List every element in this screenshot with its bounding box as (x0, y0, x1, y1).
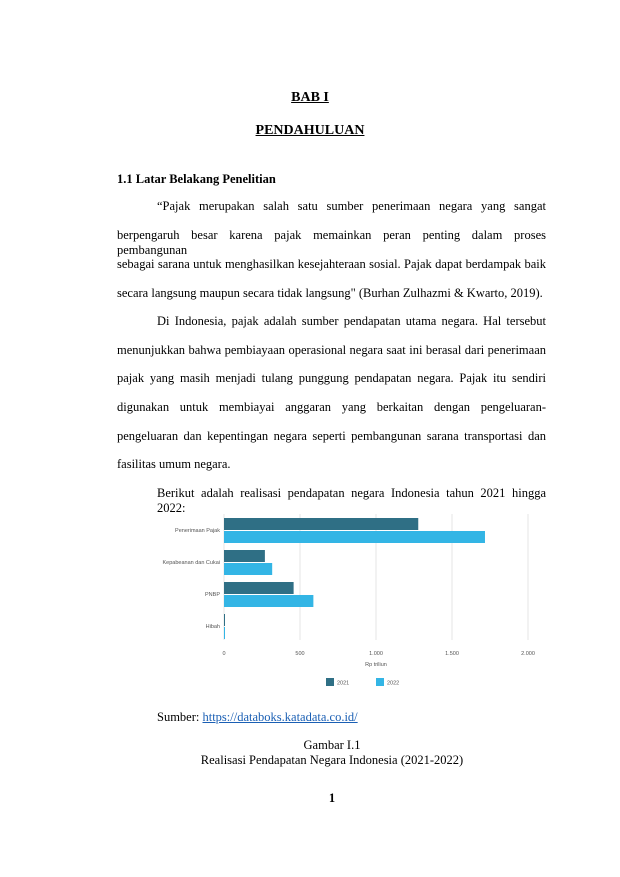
figure-caption: Realisasi Pendapatan Negara Indonesia (2021-2022) (200, 753, 464, 767)
paragraph-line: “Pajak merupakan salah satu sumber penerimaan negara yang sangat (157, 199, 546, 213)
legend-label: 2022 (387, 680, 400, 687)
paragraph-line: Berikut adalah realisasi pendapatan negara Indonesia tahun 2021 hingga 2022: (157, 486, 546, 515)
paragraph-line: secara langsung maupun secara tidak langsung" (Burhan Zulhazmi & Kwarto, 2019). (117, 286, 543, 300)
bar-2022 (224, 595, 313, 607)
bar-2021 (224, 518, 418, 530)
paragraph-line: menunjukkan bahwa pembiayaan operasional negara saat ini berasal dari penerimaan (117, 343, 546, 357)
legend-swatch (376, 678, 384, 686)
bar-2022 (224, 563, 272, 575)
chapter-title: PENDAHULUAN (255, 123, 365, 138)
section-title: 1.1 Latar Belakang Penelitian (117, 172, 276, 186)
source-line (157, 710, 358, 725)
figure-label: Gambar I.1 (303, 738, 361, 752)
paragraph-line: pengeluaran dan kepentingan negara seperti pembangunan sarana transportasi dan (117, 429, 546, 443)
paragraph-line: berpengaruh besar karena pajak memainkan peran penting dalam proses pembangunan (117, 228, 546, 257)
bar-2022 (224, 627, 225, 639)
legend-label: 2021 (337, 680, 350, 687)
x-tick-label: 2.000 (521, 651, 535, 657)
revenue-bar-chart (140, 510, 560, 695)
bar-2021 (224, 550, 265, 562)
page-number: 1 (328, 791, 336, 805)
source-link[interactable]: https://databoks.katadata.co.id/ (202, 710, 358, 724)
paragraph-line: Di Indonesia, pajak adalah sumber pendapatan utama negara. Hal tersebut (157, 314, 546, 328)
bar-2021 (224, 582, 294, 594)
paragraph-line: sebagai sarana untuk menghasilkan kesejahteraan sosial. Pajak dapat berdampak baik (117, 257, 546, 271)
paragraph-line: fasilitas umum negara. (117, 457, 231, 471)
x-tick-label: 1.000 (369, 651, 383, 657)
x-tick-label: 0 (222, 651, 226, 657)
x-tick-label: 500 (295, 651, 305, 657)
legend-swatch (326, 678, 334, 686)
category-label: Hibah (205, 624, 220, 630)
bar-2022 (224, 531, 485, 543)
source-label: Sumber: (157, 710, 200, 724)
paragraph-line: digunakan untuk membiayai anggaran yang berkaitan dengan pengeluaran- (117, 400, 546, 414)
category-label: Penerimaan Pajak (175, 528, 220, 534)
category-label: Kepabeanan dan Cukai (162, 560, 220, 566)
x-axis-label: Rp triliun (365, 662, 387, 668)
chapter-number: BAB I (291, 90, 329, 105)
paragraph-line: pajak yang masih menjadi tulang punggung pendapatan negara. Pajak itu sendiri (117, 371, 546, 385)
bar-2021 (224, 614, 225, 626)
x-tick-label: 1.500 (445, 651, 459, 657)
category-label: PNBP (205, 592, 220, 598)
